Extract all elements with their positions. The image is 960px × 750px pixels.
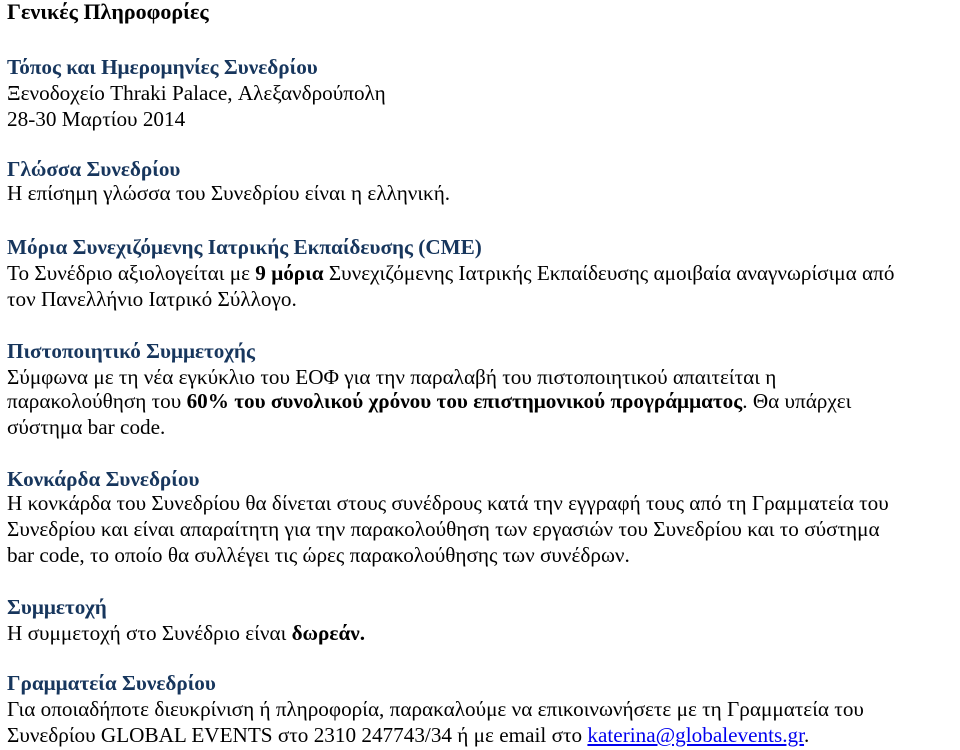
secretariat-heading: Γραμματεία Συνεδρίου [7,671,216,695]
certificate-line-3: σύστημα bar code. [7,415,166,439]
cme-heading: Μόρια Συνεχιζόμενης Ιατρικής Εκπαίδευσης (CME) [7,235,482,259]
participation-free: δωρεάν. [291,621,366,645]
secretariat-line-2 [7,722,809,748]
page-title: Γενικές Πληροφορίες [7,0,209,24]
secretariat-text: Συνεδρίου GLOBAL EVENTS στο 2310 247743/34 ή με email στο [7,723,588,747]
cme-credits: 9 μόρια [255,261,324,285]
certificate-requirement: 60% του συνολικού χρόνου του επιστημονικού προγράμματος [186,389,743,413]
cme-text: Το Συνέδριο αξιολογείται με [7,261,256,285]
certificate-line-2 [7,388,851,414]
venue-hotel: Ξενοδοχείο Thraki Palace, Αλεξανδρούπολη [7,81,386,105]
participation-heading: Συμμετοχή [7,595,107,619]
cme-line-1 [7,260,894,286]
language-heading: Γλώσσα Συνεδρίου [7,157,181,181]
certificate-heading: Πιστοποιητικό Συμμετοχής [7,339,255,363]
cme-line-2: τον Πανελλήνιο Ιατρικό Σύλλογο. [7,287,297,311]
badge-heading: Κονκάρδα Συνεδρίου [7,467,200,491]
certificate-line-1: Σύμφωνα με τη νέα εγκύκλιο του ΕΟΦ για την παραλαβή του πιστοποιητικού απαιτείται η [7,365,777,389]
certificate-text: παρακολούθηση του [7,389,187,413]
secretariat-text: . [804,723,810,747]
certificate-text: . Θα υπάρχει [742,389,852,413]
secretariat-line-1: Για οποιαδήποτε διευκρίνιση ή πληροφορία, παρακαλούμε να επικοινωνήσετε με τη Γραμματεία του [7,697,864,721]
language-text: Η επίσημη γλώσσα του Συνεδρίου είναι η ελληνική. [7,181,451,205]
email-link[interactable]: katerina@globalevents.gr [587,723,805,747]
badge-line-1: Η κονκάρδα του Συνεδρίου θα δίνεται στους συνέδρους κατά την εγγραφή τους από τη Γραμματεία του [7,491,889,515]
badge-line-2: Συνεδρίου και είναι απαραίτητη για την παρακολούθηση των εργασιών του Συνεδρίου και το σύστημα [7,517,880,541]
badge-line-3: bar code, το οποίο θα συλλέγει τις ώρες παρακολούθησης των συνέδρων. [7,543,630,567]
participation-text [7,620,365,646]
cme-text: Συνεχιζόμενης Ιατρικής Εκπαίδευσης αμοιβαία αναγνωρίσιμα από [323,261,895,285]
participation-label: Η συμμετοχή στο Συνέδριο είναι [7,621,292,645]
venue-heading: Τόπος και Ημερομηνίες Συνεδρίου [7,55,318,79]
venue-dates: 28-30 Μαρτίου 2014 [7,107,186,131]
